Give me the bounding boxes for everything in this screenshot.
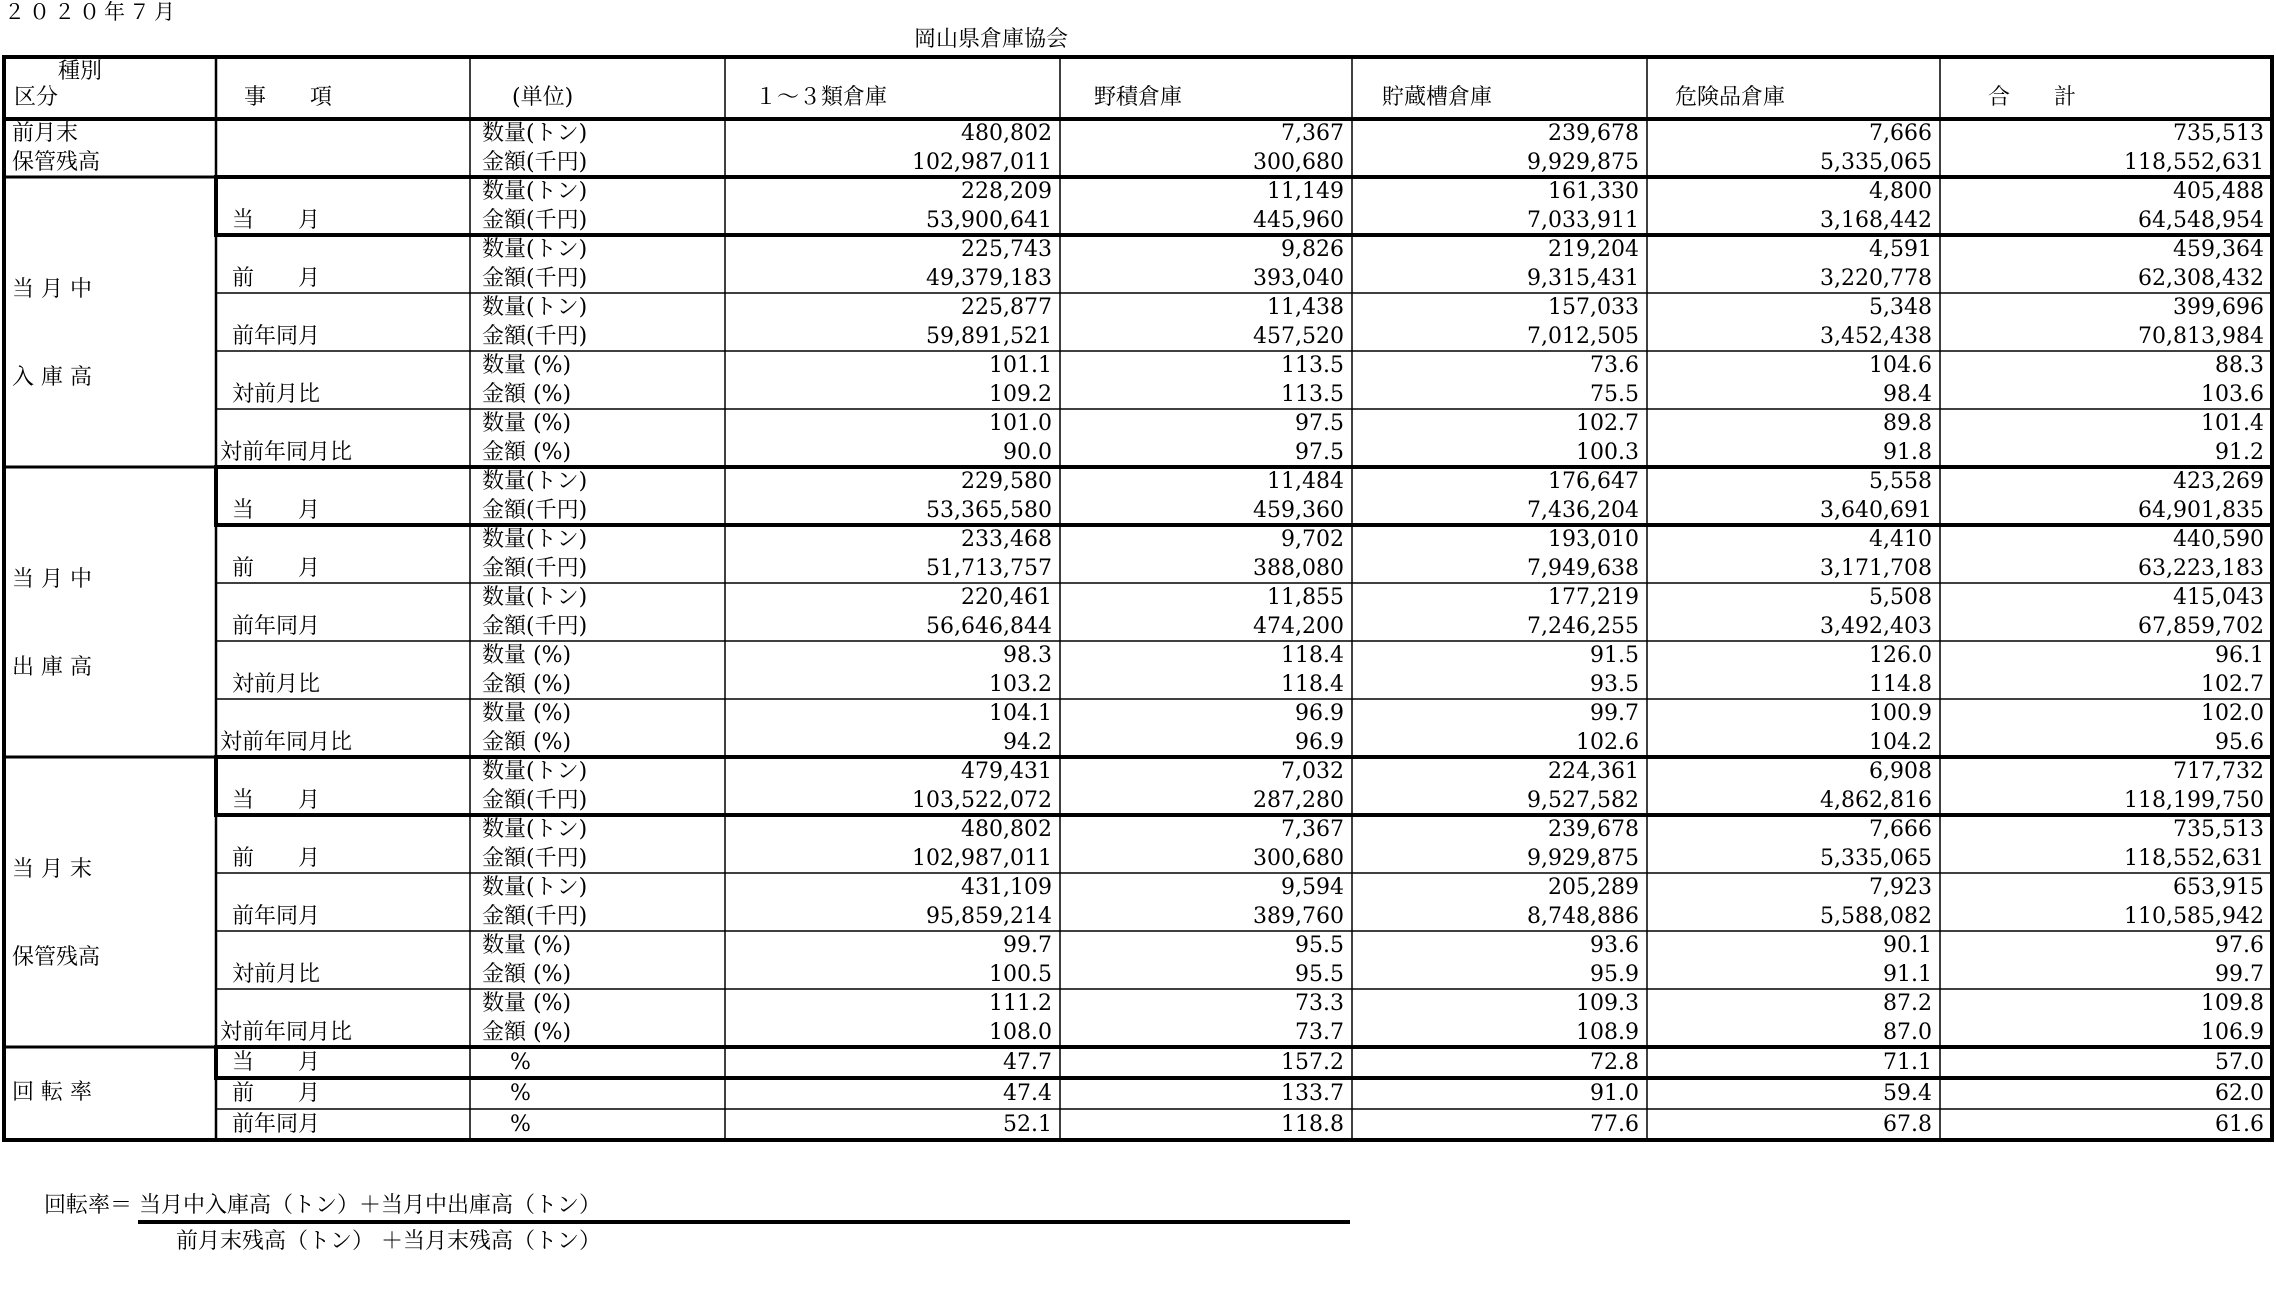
- report-date: ２０２０年７月: [4, 0, 179, 24]
- cell-value: 389,760: [1253, 904, 1344, 929]
- cell-value: 176,647: [1548, 469, 1639, 494]
- cell-value: 99.7: [1590, 701, 1639, 726]
- section-label: 保管残高: [12, 945, 101, 970]
- cell-value: 70,813,984: [2138, 324, 2264, 349]
- cell-value: 239,678: [1548, 817, 1639, 842]
- cell-value: 193,010: [1548, 527, 1639, 552]
- row-item-label: 前年同月: [232, 1112, 321, 1137]
- cell-value: 113.5: [1281, 353, 1344, 378]
- cell-value: 161,330: [1548, 179, 1639, 204]
- cell-value: 52.1: [1003, 1112, 1052, 1137]
- cell-value: 6,908: [1869, 759, 1932, 784]
- cell-value: 224,361: [1548, 759, 1639, 784]
- row-unit: 金額(千円): [482, 266, 588, 291]
- cell-value: 108.9: [1576, 1020, 1639, 1045]
- cell-value: 423,269: [2173, 469, 2264, 494]
- cell-value: 62.0: [2215, 1081, 2264, 1106]
- cell-value: 459,364: [2173, 237, 2264, 262]
- cell-value: 457,520: [1253, 324, 1344, 349]
- row-unit: 金額(千円): [482, 788, 588, 813]
- row-item-label: 前年同月: [232, 614, 321, 639]
- row-unit: 金額(千円): [482, 614, 588, 639]
- row-item-label: 対前年同月比: [220, 1020, 353, 1045]
- cell-value: 300,680: [1253, 846, 1344, 871]
- cell-value: 108.0: [989, 1020, 1052, 1045]
- cell-value: 102,987,011: [912, 846, 1052, 871]
- corner-label-division: 区分: [14, 85, 59, 110]
- cell-value: 3,492,403: [1820, 614, 1932, 639]
- cell-value: 393,040: [1253, 266, 1344, 291]
- cell-value: 102,987,011: [912, 150, 1052, 175]
- row-item-label: 前 月: [232, 1081, 321, 1106]
- warehouse-statistics-table: [0, 55, 2276, 1164]
- cell-value: 9,702: [1281, 527, 1344, 552]
- cell-value: 91.0: [1590, 1081, 1639, 1106]
- cell-value: 8,748,886: [1527, 904, 1639, 929]
- cell-value: 103,522,072: [912, 788, 1052, 813]
- cell-value: 96.9: [1295, 730, 1344, 755]
- row-unit: 数量(トン): [482, 759, 588, 784]
- cell-value: 100.3: [1576, 440, 1639, 465]
- cell-value: 11,855: [1267, 585, 1344, 610]
- cell-value: 98.4: [1883, 382, 1932, 407]
- cell-value: 72.8: [1590, 1050, 1639, 1075]
- row-unit: 数量(トン): [482, 295, 588, 320]
- cell-value: 4,862,816: [1820, 788, 1932, 813]
- cell-value: 73.7: [1295, 1020, 1344, 1045]
- row-unit: 金額 (%): [482, 440, 572, 465]
- cell-value: 118,199,750: [2124, 788, 2264, 813]
- cell-value: 90.1: [1883, 933, 1932, 958]
- cell-value: 77.6: [1590, 1112, 1639, 1137]
- row-item-label: 当 月: [232, 498, 321, 523]
- cell-value: 405,488: [2173, 179, 2264, 204]
- cell-value: 100.5: [989, 962, 1052, 987]
- cell-value: 109.2: [989, 382, 1052, 407]
- row-unit: 金額(千円): [482, 150, 588, 175]
- section-label: 出 庫 高: [12, 655, 92, 680]
- cell-value: 96.1: [2215, 643, 2264, 668]
- row-item-label: 前年同月: [232, 904, 321, 929]
- row-unit: 数量(トン): [482, 121, 588, 146]
- row-unit: 金額 (%): [482, 962, 572, 987]
- cell-value: 96.9: [1295, 701, 1344, 726]
- cell-value: 73.3: [1295, 991, 1344, 1016]
- cell-value: 73.6: [1590, 353, 1639, 378]
- cell-value: 11,438: [1267, 295, 1344, 320]
- cell-value: 101.1: [989, 353, 1052, 378]
- corner-label-type: 種別: [58, 59, 103, 84]
- cell-value: 474,200: [1253, 614, 1344, 639]
- cell-value: 7,436,204: [1527, 498, 1639, 523]
- cell-value: 7,949,638: [1527, 556, 1639, 581]
- cell-value: 735,513: [2173, 817, 2264, 842]
- cell-value: 93.5: [1590, 672, 1639, 697]
- cell-value: 75.5: [1590, 382, 1639, 407]
- cell-value: 11,484: [1267, 469, 1344, 494]
- section-label: 当 月 中: [12, 277, 92, 302]
- cell-value: 440,590: [2173, 527, 2264, 552]
- cell-value: 9,929,875: [1527, 846, 1639, 871]
- cell-value: 118.8: [1281, 1112, 1344, 1137]
- header-unit: (単位): [512, 85, 574, 110]
- cell-value: 7,666: [1869, 121, 1932, 146]
- cell-value: 95.5: [1295, 962, 1344, 987]
- row-item-label: 対前年同月比: [220, 730, 353, 755]
- cell-value: 91.1: [1883, 962, 1932, 987]
- row-unit: 数量(トン): [482, 527, 588, 552]
- cell-value: 9,527,582: [1527, 788, 1639, 813]
- cell-value: 118.4: [1281, 672, 1344, 697]
- header-col-1: １～３類倉庫: [755, 85, 888, 110]
- cell-value: 103.2: [989, 672, 1052, 697]
- cell-value: 102.7: [1576, 411, 1639, 436]
- cell-value: 480,802: [961, 121, 1052, 146]
- cell-value: 480,802: [961, 817, 1052, 842]
- row-unit: 金額 (%): [482, 730, 572, 755]
- cell-value: 431,109: [961, 875, 1052, 900]
- cell-value: 109.8: [2201, 991, 2264, 1016]
- cell-value: 64,548,954: [2138, 208, 2264, 233]
- row-item-label: 前 月: [232, 266, 321, 291]
- cell-value: 98.3: [1003, 643, 1052, 668]
- cell-value: 111.2: [989, 991, 1052, 1016]
- cell-value: 388,080: [1253, 556, 1344, 581]
- cell-value: 225,877: [961, 295, 1052, 320]
- cell-value: 5,558: [1869, 469, 1932, 494]
- cell-value: 95.5: [1295, 933, 1344, 958]
- cell-value: 3,640,691: [1820, 498, 1932, 523]
- cell-value: 118.4: [1281, 643, 1344, 668]
- cell-value: 102.0: [2201, 701, 2264, 726]
- cell-value: 4,800: [1869, 179, 1932, 204]
- organization-name: 岡山県倉庫協会: [914, 27, 1069, 52]
- row-unit: 数量 (%): [482, 643, 572, 668]
- cell-value: 9,315,431: [1527, 266, 1639, 291]
- cell-value: 229,580: [961, 469, 1052, 494]
- section-label: 保管残高: [12, 150, 101, 175]
- cell-value: 104.1: [989, 701, 1052, 726]
- row-item-label: 当 月: [232, 1050, 321, 1075]
- row-item-label: 当 月: [232, 788, 321, 813]
- cell-value: 177,219: [1548, 585, 1639, 610]
- row-item-label: 前年同月: [232, 324, 321, 349]
- cell-value: 101.0: [989, 411, 1052, 436]
- cell-value: 51,713,757: [926, 556, 1052, 581]
- formula-denominator: 前月末残高（トン） ＋当月末残高（トン）: [176, 1229, 601, 1254]
- cell-value: 3,168,442: [1820, 208, 1932, 233]
- section-label: 当 月 中: [12, 567, 92, 592]
- row-unit: 数量 (%): [482, 353, 572, 378]
- cell-value: 62,308,432: [2138, 266, 2264, 291]
- row-unit: 金額(千円): [482, 556, 588, 581]
- section-label: 回 転 率: [12, 1079, 92, 1105]
- cell-value: 459,360: [1253, 498, 1344, 523]
- cell-value: 5,508: [1869, 585, 1932, 610]
- cell-value: 11,149: [1267, 179, 1344, 204]
- cell-value: 64,901,835: [2138, 498, 2264, 523]
- row-unit: 金額 (%): [482, 382, 572, 407]
- cell-value: 219,204: [1548, 237, 1639, 262]
- row-unit: 金額(千円): [482, 846, 588, 871]
- cell-value: 7,666: [1869, 817, 1932, 842]
- cell-value: 71.1: [1883, 1050, 1932, 1075]
- header-col-5: 合 計: [1988, 85, 2077, 110]
- cell-value: 133.7: [1281, 1081, 1344, 1106]
- cell-value: 228,209: [961, 179, 1052, 204]
- row-unit: %: [510, 1081, 531, 1106]
- cell-value: 157.2: [1281, 1050, 1344, 1075]
- cell-value: 102.7: [2201, 672, 2264, 697]
- cell-value: 114.8: [1869, 672, 1932, 697]
- cell-value: 47.4: [1003, 1081, 1052, 1106]
- row-unit: %: [510, 1112, 531, 1137]
- cell-value: 300,680: [1253, 150, 1344, 175]
- cell-value: 104.6: [1869, 353, 1932, 378]
- cell-value: 415,043: [2173, 585, 2264, 610]
- cell-value: 49,379,183: [926, 266, 1052, 291]
- cell-value: 63,223,183: [2138, 556, 2264, 581]
- cell-value: 56,646,844: [926, 614, 1052, 639]
- row-item-label: 対前月比: [232, 672, 321, 697]
- cell-value: 239,678: [1548, 121, 1639, 146]
- row-unit: 数量(トン): [482, 179, 588, 204]
- row-unit: 金額(千円): [482, 904, 588, 929]
- cell-value: 7,923: [1869, 875, 1932, 900]
- cell-value: 93.6: [1590, 933, 1639, 958]
- cell-value: 97.6: [2215, 933, 2264, 958]
- section-label: 入 庫 高: [12, 365, 92, 390]
- cell-value: 225,743: [961, 237, 1052, 262]
- row-item-label: 対前年同月比: [220, 440, 353, 465]
- cell-value: 7,367: [1281, 121, 1344, 146]
- cell-value: 7,246,255: [1527, 614, 1639, 639]
- row-unit: 金額 (%): [482, 672, 572, 697]
- cell-value: 95.6: [2215, 730, 2264, 755]
- cell-value: 61.6: [2215, 1112, 2264, 1137]
- cell-value: 99.7: [2215, 962, 2264, 987]
- cell-value: 97.5: [1295, 440, 1344, 465]
- cell-value: 5,348: [1869, 295, 1932, 320]
- cell-value: 7,033,911: [1527, 208, 1639, 233]
- cell-value: 5,588,082: [1820, 904, 1932, 929]
- cell-value: 9,826: [1281, 237, 1344, 262]
- row-unit: 金額(千円): [482, 208, 588, 233]
- cell-value: 91.8: [1883, 440, 1932, 465]
- cell-value: 95.9: [1590, 962, 1639, 987]
- cell-value: 53,900,641: [926, 208, 1052, 233]
- formula-numerator: 回転率＝ 当月中入庫高（トン）＋当月中出庫高（トン）: [44, 1193, 601, 1218]
- cell-value: 59.4: [1883, 1081, 1932, 1106]
- cell-value: 99.7: [1003, 933, 1052, 958]
- row-unit: 数量(トン): [482, 585, 588, 610]
- cell-value: 3,171,708: [1820, 556, 1932, 581]
- cell-value: 89.8: [1883, 411, 1932, 436]
- section-label: 当 月 末: [12, 857, 92, 882]
- cell-value: 91.5: [1590, 643, 1639, 668]
- cell-value: 399,696: [2173, 295, 2264, 320]
- cell-value: 87.0: [1883, 1020, 1932, 1045]
- cell-value: 233,468: [961, 527, 1052, 552]
- row-unit: %: [510, 1050, 531, 1075]
- cell-value: 97.5: [1295, 411, 1344, 436]
- cell-value: 110,585,942: [2124, 904, 2264, 929]
- formula-fraction-bar: [138, 1220, 1350, 1224]
- cell-value: 104.2: [1869, 730, 1932, 755]
- cell-value: 90.0: [1003, 440, 1052, 465]
- cell-value: 5,335,065: [1820, 150, 1932, 175]
- cell-value: 67,859,702: [2138, 614, 2264, 639]
- row-item-label: 対前月比: [232, 962, 321, 987]
- cell-value: 87.2: [1883, 991, 1932, 1016]
- row-unit: 数量(トン): [482, 237, 588, 262]
- row-item-label: 当 月: [232, 208, 321, 233]
- cell-value: 157,033: [1548, 295, 1639, 320]
- row-unit: 数量(トン): [482, 875, 588, 900]
- cell-value: 109.3: [1576, 991, 1639, 1016]
- cell-value: 3,220,778: [1820, 266, 1932, 291]
- cell-value: 3,452,438: [1820, 324, 1932, 349]
- row-unit: 金額(千円): [482, 498, 588, 523]
- cell-value: 88.3: [2215, 353, 2264, 378]
- row-unit: 数量 (%): [482, 933, 572, 958]
- cell-value: 5,335,065: [1820, 846, 1932, 871]
- cell-value: 53,365,580: [926, 498, 1052, 523]
- cell-value: 100.9: [1869, 701, 1932, 726]
- cell-value: 9,929,875: [1527, 150, 1639, 175]
- cell-value: 479,431: [961, 759, 1052, 784]
- cell-value: 653,915: [2173, 875, 2264, 900]
- cell-value: 118,552,631: [2124, 150, 2264, 175]
- row-unit: 金額(千円): [482, 324, 588, 349]
- row-unit: 数量(トン): [482, 469, 588, 494]
- header-col-4: 危険品倉庫: [1675, 85, 1786, 110]
- cell-value: 47.7: [1003, 1050, 1052, 1075]
- cell-value: 205,289: [1548, 875, 1639, 900]
- row-item-label: 前 月: [232, 556, 321, 581]
- section-label: 前月末: [12, 121, 79, 146]
- cell-value: 4,591: [1869, 237, 1932, 262]
- cell-value: 102.6: [1576, 730, 1639, 755]
- cell-value: 101.4: [2201, 411, 2264, 436]
- cell-value: 94.2: [1003, 730, 1052, 755]
- cell-value: 7,032: [1281, 759, 1344, 784]
- cell-value: 113.5: [1281, 382, 1344, 407]
- cell-value: 91.2: [2215, 440, 2264, 465]
- cell-value: 57.0: [2215, 1050, 2264, 1075]
- cell-value: 126.0: [1869, 643, 1932, 668]
- cell-value: 287,280: [1253, 788, 1344, 813]
- cell-value: 118,552,631: [2124, 846, 2264, 871]
- cell-value: 4,410: [1869, 527, 1932, 552]
- cell-value: 106.9: [2201, 1020, 2264, 1045]
- cell-value: 59,891,521: [926, 324, 1052, 349]
- row-item-label: 前 月: [232, 846, 321, 871]
- row-unit: 金額 (%): [482, 1020, 572, 1045]
- cell-value: 9,594: [1281, 875, 1344, 900]
- cell-value: 95,859,214: [926, 904, 1052, 929]
- row-unit: 数量 (%): [482, 701, 572, 726]
- cell-value: 717,732: [2173, 759, 2264, 784]
- cell-value: 7,012,505: [1527, 324, 1639, 349]
- cell-value: 7,367: [1281, 817, 1344, 842]
- cell-value: 67.8: [1883, 1112, 1932, 1137]
- header-col-3: 貯蔵槽倉庫: [1382, 85, 1493, 110]
- row-unit: 数量(トン): [482, 817, 588, 842]
- row-unit: 数量 (%): [482, 991, 572, 1016]
- row-unit: 数量 (%): [482, 411, 572, 436]
- cell-value: 445,960: [1253, 208, 1344, 233]
- cell-value: 103.6: [2201, 382, 2264, 407]
- row-item-label: 対前月比: [232, 382, 321, 407]
- cell-value: 220,461: [961, 585, 1052, 610]
- header-col-2: 野積倉庫: [1094, 85, 1183, 110]
- header-item: 事 項: [244, 85, 333, 110]
- cell-value: 735,513: [2173, 121, 2264, 146]
